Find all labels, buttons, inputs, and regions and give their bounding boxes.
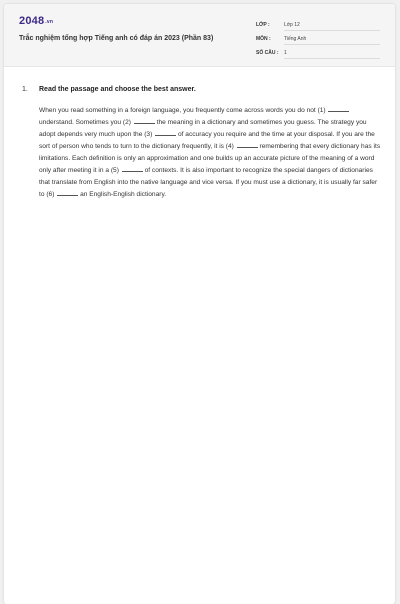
worksheet-title: Trắc nghiệm tổng hợp Tiếng anh có đáp án 2023 (Phần 83) bbox=[19, 35, 214, 42]
grade-value: Lớp 12 bbox=[284, 20, 380, 31]
logo-text: 2048 bbox=[19, 15, 45, 27]
passage-text: the meaning in a dictionary and sometimes you guess. The strategy you adopt depends very much upon the (3) bbox=[39, 119, 367, 138]
question-count-label: SỐ CÂU : bbox=[256, 50, 279, 56]
answer-blank bbox=[134, 118, 155, 124]
question-count-value: 1 bbox=[284, 48, 380, 59]
answer-blank bbox=[155, 130, 176, 136]
passage-text: of contexts. It is also important to recognize the special dangers of dictionaries that translate from English into the native language and vice versa. If you must use a dictionary, it is usually far safer to (6) bbox=[39, 167, 378, 198]
worksheet-header bbox=[4, 4, 395, 67]
meta-grade-row bbox=[256, 20, 382, 33]
subject-label: MÔN : bbox=[256, 36, 271, 42]
question-number: 1. bbox=[22, 86, 28, 93]
answer-blank bbox=[57, 190, 78, 196]
meta-subject-row bbox=[256, 34, 382, 47]
reading-passage bbox=[39, 105, 383, 201]
meta-count-row bbox=[256, 48, 382, 61]
logo-domain: .vn bbox=[45, 19, 54, 25]
question-prompt: Read the passage and choose the best answer. bbox=[39, 86, 196, 93]
answer-blank bbox=[122, 166, 143, 172]
worksheet-page bbox=[4, 4, 395, 604]
passage-text: of accuracy you require and the time at your disposal. If you are the sort of person who tends to turn to the dictionary frequently, it is (4) bbox=[39, 131, 375, 150]
grade-label: LỚP : bbox=[256, 22, 270, 28]
subject-value: Tiếng Anh bbox=[284, 34, 380, 45]
answer-blank bbox=[328, 106, 349, 112]
passage-text: an English-English dictionary. bbox=[80, 191, 167, 198]
site-logo[interactable] bbox=[19, 15, 53, 27]
passage-text: remembering that every dictionary has its limitations. Each definition is only an approximation and one builds up an accurate picture of the meaning of a word only after meeting it in a (5) bbox=[39, 143, 381, 174]
passage-text: understand. Sometimes you (2) bbox=[39, 119, 131, 126]
answer-blank bbox=[237, 142, 258, 148]
passage-text: When you read something in a foreign language, you frequently come across words you do not (1) bbox=[39, 107, 326, 114]
